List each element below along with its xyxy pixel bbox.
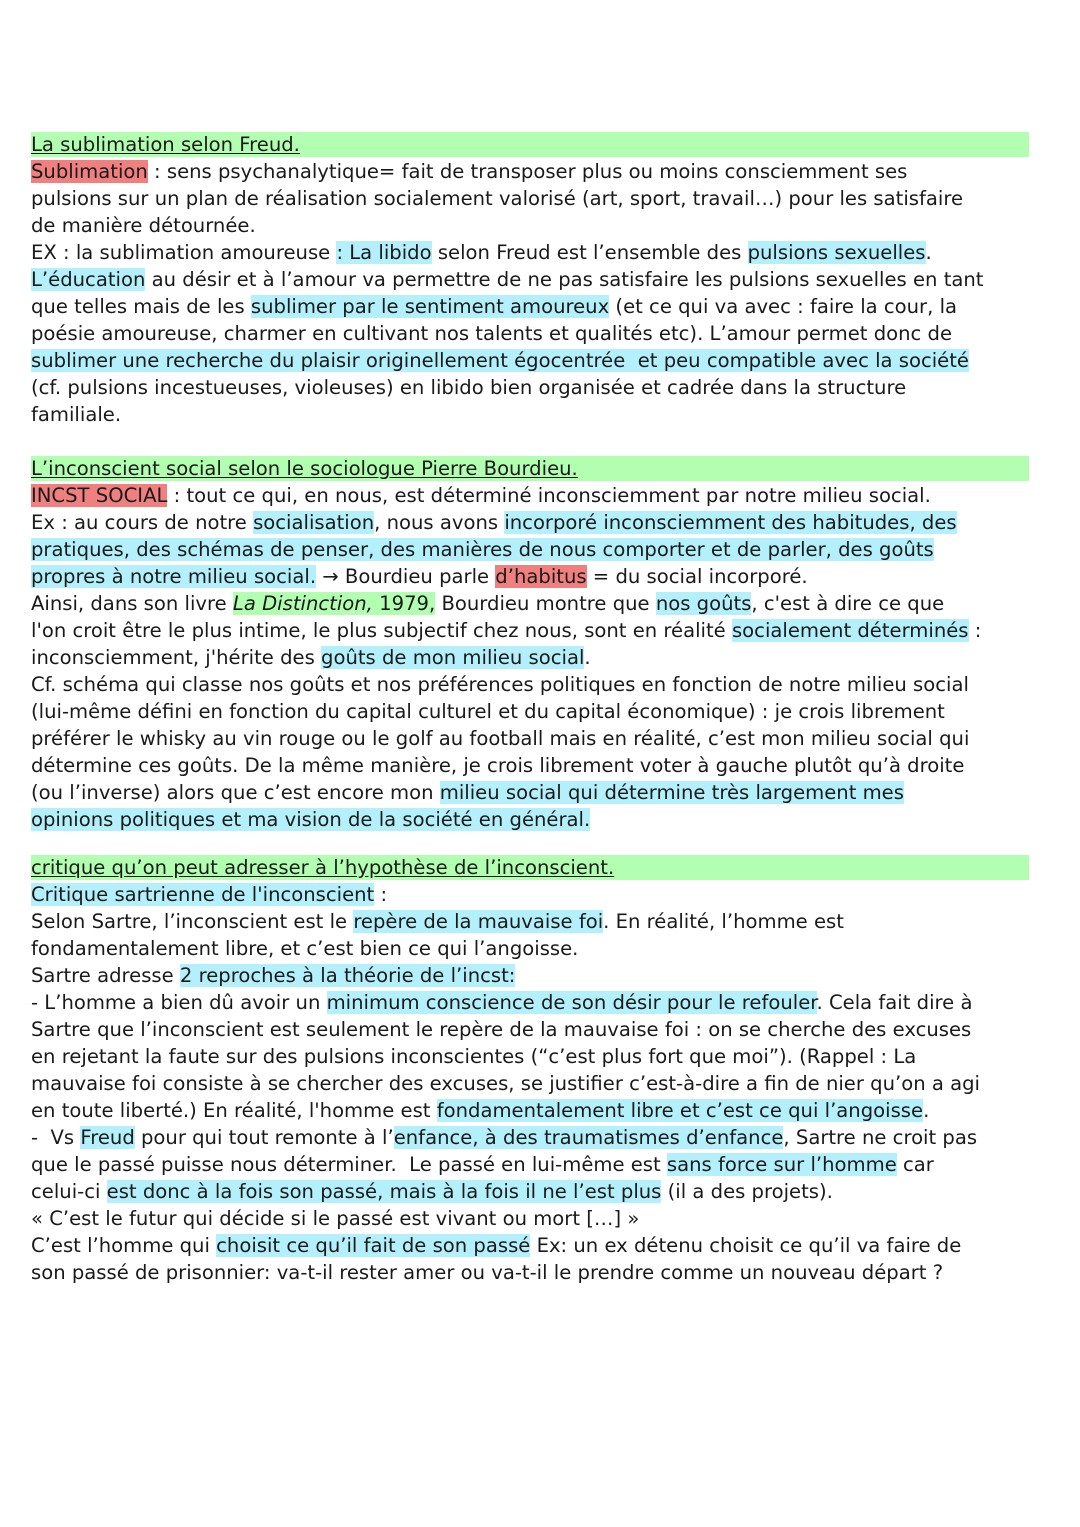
text-segment: → Bourdieu parle: [316, 565, 496, 588]
text-segment: C’est l’homme qui: [31, 1234, 217, 1257]
key-highlight: milieu social qui détermine très largement mes: [439, 781, 904, 804]
key-highlight: Freud: [80, 1126, 135, 1149]
key-highlight: repère de la mauvaise foi: [353, 910, 604, 933]
text-line: [31, 401, 1031, 428]
text-line: [31, 536, 1031, 563]
key-highlight: Critique sartrienne de l'inconscient: [31, 883, 375, 906]
key-highlight: sans force sur l’homme: [666, 1153, 897, 1176]
text-line: [31, 617, 1031, 644]
text-segment: (et ce qui va avec : faire la cour, la: [609, 295, 958, 318]
text-segment: en toute liberté.) En réalité, l'homme est: [31, 1099, 437, 1122]
key-highlight: socialement déterminés: [731, 619, 969, 642]
key-highlight: socialisation: [253, 511, 375, 534]
text-segment: Ainsi, dans son livre: [31, 592, 233, 615]
key-highlight: incorporé inconsciemment des habitudes, des: [504, 511, 957, 534]
text-segment: « C’est le futur qui décide si le passé est vivant ou mort […] »: [31, 1207, 640, 1230]
text-segment: . En réalité, l’homme est: [603, 910, 844, 933]
section-body: [31, 482, 1031, 833]
text-segment: celui-ci: [31, 1180, 107, 1203]
book-highlight: 1979,: [372, 592, 436, 615]
text-line: [31, 752, 1031, 779]
text-segment: Sartre adresse: [31, 964, 180, 987]
text-line: [31, 779, 1031, 806]
key-highlight: nos goûts: [655, 592, 752, 615]
text-line: [31, 320, 1031, 347]
key-highlight: sublimer une recherche du plaisir originellement égocentrée et peu compatible avec la société: [31, 349, 969, 372]
text-segment: (ou l’inverse) alors que c’est encore mon: [31, 781, 440, 804]
text-segment: Selon Sartre, l’inconscient est le: [31, 910, 354, 933]
key-highlight: est donc à la fois son passé, mais à la fois il ne l’est plus: [106, 1180, 662, 1203]
text-segment: = du social incorporé.: [586, 565, 808, 588]
text-line: [31, 185, 1031, 212]
text-line: [31, 644, 1031, 671]
text-line: [31, 293, 1031, 320]
text-segment: de manière détournée.: [31, 214, 256, 237]
key-highlight: minimum conscience de son désir pour le refouler: [326, 991, 817, 1014]
section-body: [31, 158, 1031, 428]
text-segment: poésie amoureuse, charmer en cultivant nos talents et qualités etc). L’amour permet donc de: [31, 322, 953, 345]
key-highlight: goûts de mon milieu social: [321, 646, 585, 669]
text-segment: , c'est à dire ce que: [751, 592, 945, 615]
text-line: [31, 1097, 1031, 1124]
text-line: [31, 1124, 1031, 1151]
text-segment: (il a des projets).: [661, 1180, 833, 1203]
text-segment: , Sartre ne croit pas: [783, 1126, 978, 1149]
section-inconscient-social: [31, 455, 1031, 833]
section-heading-row: [31, 455, 1031, 482]
text-line: [31, 881, 1031, 908]
text-segment: , nous avons: [374, 511, 505, 534]
text-line: [31, 725, 1031, 752]
text-segment: :: [374, 883, 388, 906]
text-line: [31, 1232, 1031, 1259]
section-heading: critique qu’on peut adresser à l’hypothèse de l’inconscient.: [31, 856, 615, 879]
text-line: [31, 806, 1031, 833]
text-segment: (cf. pulsions incestueuses, violeuses) en libido bien organisée et cadrée dans la structure: [31, 376, 907, 399]
text-segment: .: [925, 241, 932, 264]
text-line: [31, 563, 1031, 590]
key-highlight: opinions politiques et ma vision de la société en général.: [31, 808, 591, 831]
text-segment: .: [584, 646, 591, 669]
text-segment: détermine ces goûts. De la même manière, je crois librement voter à gauche plutôt qu’à droite: [31, 754, 965, 777]
text-segment: que telles mais de les: [31, 295, 251, 318]
section-body: [31, 881, 1031, 1286]
text-line: [31, 1070, 1031, 1097]
text-segment: que le passé puisse nous déterminer. Le passé en lui-même est: [31, 1153, 667, 1176]
section-heading: L’inconscient social selon le sociologue Pierre Bourdieu.: [31, 457, 578, 480]
text-line: [31, 962, 1031, 989]
text-segment: son passé de prisonnier: va-t-il rester amer ou va-t-il le prendre comme un nouveau départ ?: [31, 1261, 944, 1284]
section-critique: [31, 854, 1031, 1286]
key-highlight: L’éducation: [31, 268, 146, 291]
key-highlight: fondamentalement libre et c’est ce qui l’angoisse: [436, 1099, 924, 1122]
text-segment: inconsciemment, j'hérite des: [31, 646, 322, 669]
key-highlight: propres à notre milieu social.: [31, 565, 317, 588]
term-highlight: d’habitus: [495, 565, 587, 588]
text-segment: pulsions sur un plan de réalisation socialement valorisé (art, sport, travail…) pour les satisfaire: [31, 187, 964, 210]
text-line: [31, 1259, 1031, 1286]
text-line: [31, 698, 1031, 725]
section-heading-row: [31, 854, 1031, 881]
text-line: [31, 482, 1031, 509]
text-segment: : sens psychanalytique= fait de transposer plus ou moins consciemment ses: [147, 160, 908, 183]
key-highlight: pulsions sexuelles: [747, 241, 926, 264]
key-highlight: 2 reproches à la théorie de l’incst:: [179, 964, 516, 987]
text-line: [31, 212, 1031, 239]
text-line: [31, 935, 1031, 962]
text-segment: Bourdieu montre que: [435, 592, 656, 615]
text-segment: mauvaise foi consiste à se chercher des excuses, se justifier c’est-à-dire a fin de nier qu’on a agi: [31, 1072, 980, 1095]
section-heading-row: [31, 131, 1031, 158]
text-segment: - Vs: [31, 1126, 81, 1149]
text-segment: .: [923, 1099, 930, 1122]
text-line: [31, 158, 1031, 185]
section-sublimation: [31, 131, 1031, 428]
text-line: [31, 1151, 1031, 1178]
key-highlight: sublimer par le sentiment amoureux: [250, 295, 610, 318]
text-line: [31, 1178, 1031, 1205]
text-segment: . Cela fait dire à: [816, 991, 973, 1014]
term-highlight: Sublimation: [31, 160, 148, 183]
text-segment: Sartre que l’inconscient est seulement le repère de la mauvaise foi : on se cherche des excuses: [31, 1018, 972, 1041]
term-highlight: INCST SOCIAL: [31, 484, 168, 507]
text-line: [31, 908, 1031, 935]
text-segment: l'on croit être le plus intime, le plus subjectif chez nous, sont en réalité: [31, 619, 732, 642]
text-segment: car: [896, 1153, 934, 1176]
text-line: [31, 590, 1031, 617]
text-line: [31, 374, 1031, 401]
text-segment: familiale.: [31, 403, 122, 426]
text-segment: Cf. schéma qui classe nos goûts et nos préférences politiques en fonction de notre milieu social: [31, 673, 969, 696]
key-highlight: pratiques, des schémas de penser, des manières de nous comporter et de parler, des goûts: [31, 538, 934, 561]
text-line: [31, 989, 1031, 1016]
text-segment: EX : la sublimation amoureuse: [31, 241, 337, 264]
key-highlight: : La libido: [336, 241, 432, 264]
text-line: [31, 1205, 1031, 1232]
text-segment: - L’homme a bien dû avoir un: [31, 991, 327, 1014]
text-segment: préférer le whisky au vin rouge ou le golf au football mais en réalité, c’est mon milieu social qui: [31, 727, 970, 750]
text-line: [31, 347, 1031, 374]
text-line: [31, 266, 1031, 293]
text-line: [31, 1043, 1031, 1070]
text-segment: :: [968, 619, 982, 642]
text-line: [31, 671, 1031, 698]
text-segment: (lui-même défini en fonction du capital culturel et du capital économique) : je crois librement: [31, 700, 945, 723]
section-heading: La sublimation selon Freud.: [31, 133, 300, 156]
book-highlight: La Distinction,: [232, 592, 373, 615]
text-segment: : tout ce qui, en nous, est déterminé inconsciemment par notre milieu social.: [167, 484, 931, 507]
text-segment: selon Freud est l’ensemble des: [431, 241, 748, 264]
text-line: [31, 509, 1031, 536]
text-segment: fondamentalement libre, et c’est bien ce qui l’angoisse.: [31, 937, 579, 960]
key-highlight: enfance, à des traumatismes d’enfance: [393, 1126, 784, 1149]
text-segment: Ex: un ex détenu choisit ce qu’il va faire de: [530, 1234, 962, 1257]
text-segment: en rejetant la faute sur des pulsions inconscientes (“c’est plus fort que moi”). (Rappel : La: [31, 1045, 917, 1068]
text-segment: Ex : au cours de notre: [31, 511, 254, 534]
text-segment: pour qui tout remonte à l’: [134, 1126, 394, 1149]
text-line: [31, 239, 1031, 266]
text-line: [31, 1016, 1031, 1043]
text-segment: au désir et à l’amour va permettre de ne pas satisfaire les pulsions sexuelles en tant: [145, 268, 984, 291]
key-highlight: choisit ce qu’il fait de son passé: [216, 1234, 531, 1257]
